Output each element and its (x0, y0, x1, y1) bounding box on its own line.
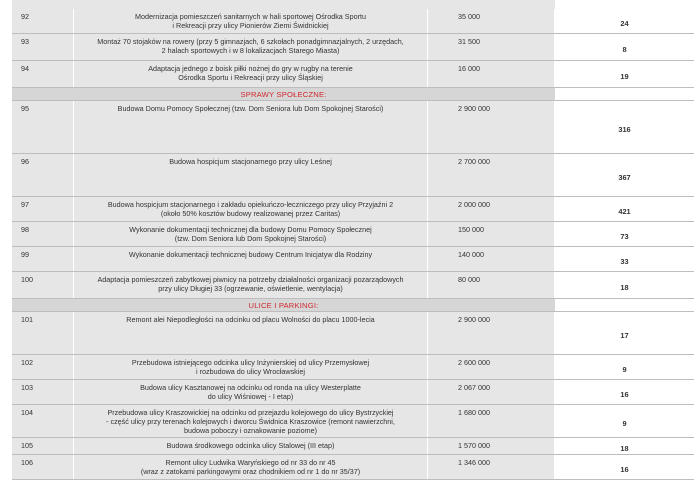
project-number: 102 (12, 355, 74, 379)
project-description (74, 61, 428, 87)
project-number: 101 (12, 312, 74, 354)
description-line: Ośrodka Sportu i Rekreacji przy ulicy Śląskiej (178, 73, 323, 82)
project-number: 96 (12, 154, 74, 196)
project-number: 98 (12, 222, 74, 246)
project-description (74, 9, 428, 33)
roads-rows (12, 312, 694, 480)
project-cost: 35 000 (428, 9, 555, 33)
table-row (12, 61, 694, 88)
section-title-roads: ULICE I PARKINGI: (248, 301, 319, 310)
project-cost: 2 900 000 (428, 101, 555, 153)
project-number: 95 (12, 101, 74, 153)
table-row (12, 438, 694, 455)
vote-count: 24 (555, 9, 694, 33)
table-row (12, 272, 694, 299)
project-description (74, 197, 428, 221)
project-number: 92 (12, 9, 74, 33)
vote-count: 16 (555, 380, 694, 404)
description-line: Budowa Domu Pomocy Społecznej (tzw. Dom Seniora lub Dom Spokojnej Starości) (117, 104, 384, 113)
table-row (12, 154, 694, 197)
description-line: Remont ulicy Ludwika Waryńskiego od nr 33 do nr 45 (165, 458, 336, 467)
vote-count: 421 (555, 197, 694, 221)
description-line: Przebudowa istniejącego odcinka ulicy Inżynierskiej od ulicy Przemysłowej (131, 358, 370, 367)
vote-count: 33 (555, 247, 694, 271)
project-cost: 2 000 000 (428, 197, 555, 221)
table-row (12, 455, 694, 480)
table-row (12, 101, 694, 154)
description-line: - część ulicy przy terenach kolejowych i dworcu Świdnica Kraszowice (remont nawierzchni, (106, 417, 395, 426)
description-line: przy ulicy Długiej 33 (ogrzewanie, oświetlenie, wentylacja) (158, 284, 343, 293)
description-line: Wykonanie dokumentacji technicznej budowy Centrum Inicjatyw dla Rodziny (128, 250, 373, 259)
table-row (12, 312, 694, 355)
project-cost: 1 570 000 (428, 438, 555, 454)
project-number: 93 (12, 34, 74, 60)
project-description (74, 380, 428, 404)
vote-count: 73 (555, 222, 694, 246)
section-header-social (12, 88, 694, 101)
description-line: Przebudowa ulicy Kraszowickiej na odcinku od przejazdu kolejowego do ulicy Bystrzyckiej (107, 408, 394, 417)
project-cost: 1 680 000 (428, 405, 555, 437)
table-top-edge (12, 0, 694, 9)
description-line: (wraz z zatokami parkingowymi oraz chodnikiem od nr 1 do nr 35/37) (140, 467, 361, 476)
project-cost: 2 900 000 (428, 312, 555, 354)
description-line: do ulicy Wiśniowej - I etap) (207, 392, 294, 401)
project-number: 99 (12, 247, 74, 271)
vote-count: 18 (555, 438, 694, 454)
description-line: Adaptacja pomieszczeń zabytkowej piwnicy na potrzeby działalności organizacji pozarządowych (97, 275, 404, 284)
project-cost: 31 500 (428, 34, 555, 60)
description-line: (około 50% kosztów budowy realizowanej przez Caritas) (160, 209, 341, 218)
vote-count: 17 (555, 312, 694, 354)
vote-count: 9 (555, 405, 694, 437)
vote-count: 316 (555, 101, 694, 153)
description-line: Budowa hospicjum stacjonarnego przy ulicy Leśnej (169, 157, 332, 166)
project-cost: 1 346 000 (428, 455, 555, 479)
project-cost: 2 700 000 (428, 154, 555, 196)
description-line: Montaż 70 stojaków na rowery (przy 5 gimnazjach, 6 szkołach ponadgimnazjalnych, 2 urzędach, (97, 37, 404, 46)
description-line: budowa poboczy i oznakowanie poziome) (183, 426, 318, 435)
vote-count: 19 (555, 61, 694, 87)
description-line: Budowa hospicjum stacjonarnego i zakładu opiekuńczo-leczniczego przy ulicy Przyjaźni 2 (107, 200, 394, 209)
description-line: i rozbudowa do ulicy Wrocławskiej (196, 367, 305, 376)
project-description (74, 438, 428, 454)
project-cost: 80 000 (428, 272, 555, 298)
sport-rows (12, 9, 694, 88)
section-header-roads (12, 299, 694, 312)
project-cost: 2 600 000 (428, 355, 555, 379)
vote-count: 16 (555, 455, 694, 479)
description-line: Budowa środkowego odcinka ulicy Stalowej (III etap) (166, 441, 335, 450)
table-row (12, 222, 694, 247)
description-line: Budowa ulicy Kasztanowej na odcinku od ronda na ulicy Westerplatte (140, 383, 361, 392)
project-description (74, 355, 428, 379)
project-description (74, 455, 428, 479)
description-line: Modernizacja pomieszczeń sanitarnych w hali sportowej Ośrodka Sportu (135, 12, 366, 21)
table-row (12, 34, 694, 61)
table-row (12, 9, 694, 34)
project-description (74, 34, 428, 60)
project-cost: 16 000 (428, 61, 555, 87)
project-number: 94 (12, 61, 74, 87)
project-cost: 140 000 (428, 247, 555, 271)
budget-projects-table (12, 9, 694, 480)
table-row (12, 197, 694, 222)
section-title-social: SPRAWY SPOŁECZNE: (240, 90, 327, 99)
project-number: 100 (12, 272, 74, 298)
project-number: 97 (12, 197, 74, 221)
table-row (12, 247, 694, 272)
table-row (12, 380, 694, 405)
project-cost: 2 067 000 (428, 380, 555, 404)
vote-count: 8 (555, 34, 694, 60)
project-number: 105 (12, 438, 74, 454)
project-cost: 150 000 (428, 222, 555, 246)
project-description (74, 154, 428, 196)
description-line: 2 halach sportowych i w 8 lokalizacjach Starego Miasta) (161, 46, 340, 55)
vote-count: 9 (555, 355, 694, 379)
project-description (74, 222, 428, 246)
vote-count: 18 (555, 272, 694, 298)
project-description (74, 272, 428, 298)
vote-count: 367 (555, 154, 694, 196)
description-line: Remont alei Niepodległości na odcinku od placu Wolności do placu 1000-lecia (126, 315, 375, 324)
description-line: Wykonanie dokumentacji technicznej dla budowy Domu Pomocy Społecznej (129, 225, 372, 234)
project-description (74, 405, 428, 437)
description-line: i Rekreacji przy ulicy Pionierów Ziemi Świdnickiej (172, 21, 329, 30)
project-number: 104 (12, 405, 74, 437)
project-description (74, 312, 428, 354)
table-row (12, 355, 694, 380)
description-line: (tzw. Dom Seniora lub Dom Spokojnej Starości) (174, 234, 327, 243)
project-description (74, 247, 428, 271)
social-rows (12, 101, 694, 299)
project-number: 106 (12, 455, 74, 479)
table-row (12, 405, 694, 438)
project-description (74, 101, 428, 153)
description-line: Adaptacja jednego z boisk piłki nożnej do gry w rugby na terenie (148, 64, 353, 73)
project-number: 103 (12, 380, 74, 404)
